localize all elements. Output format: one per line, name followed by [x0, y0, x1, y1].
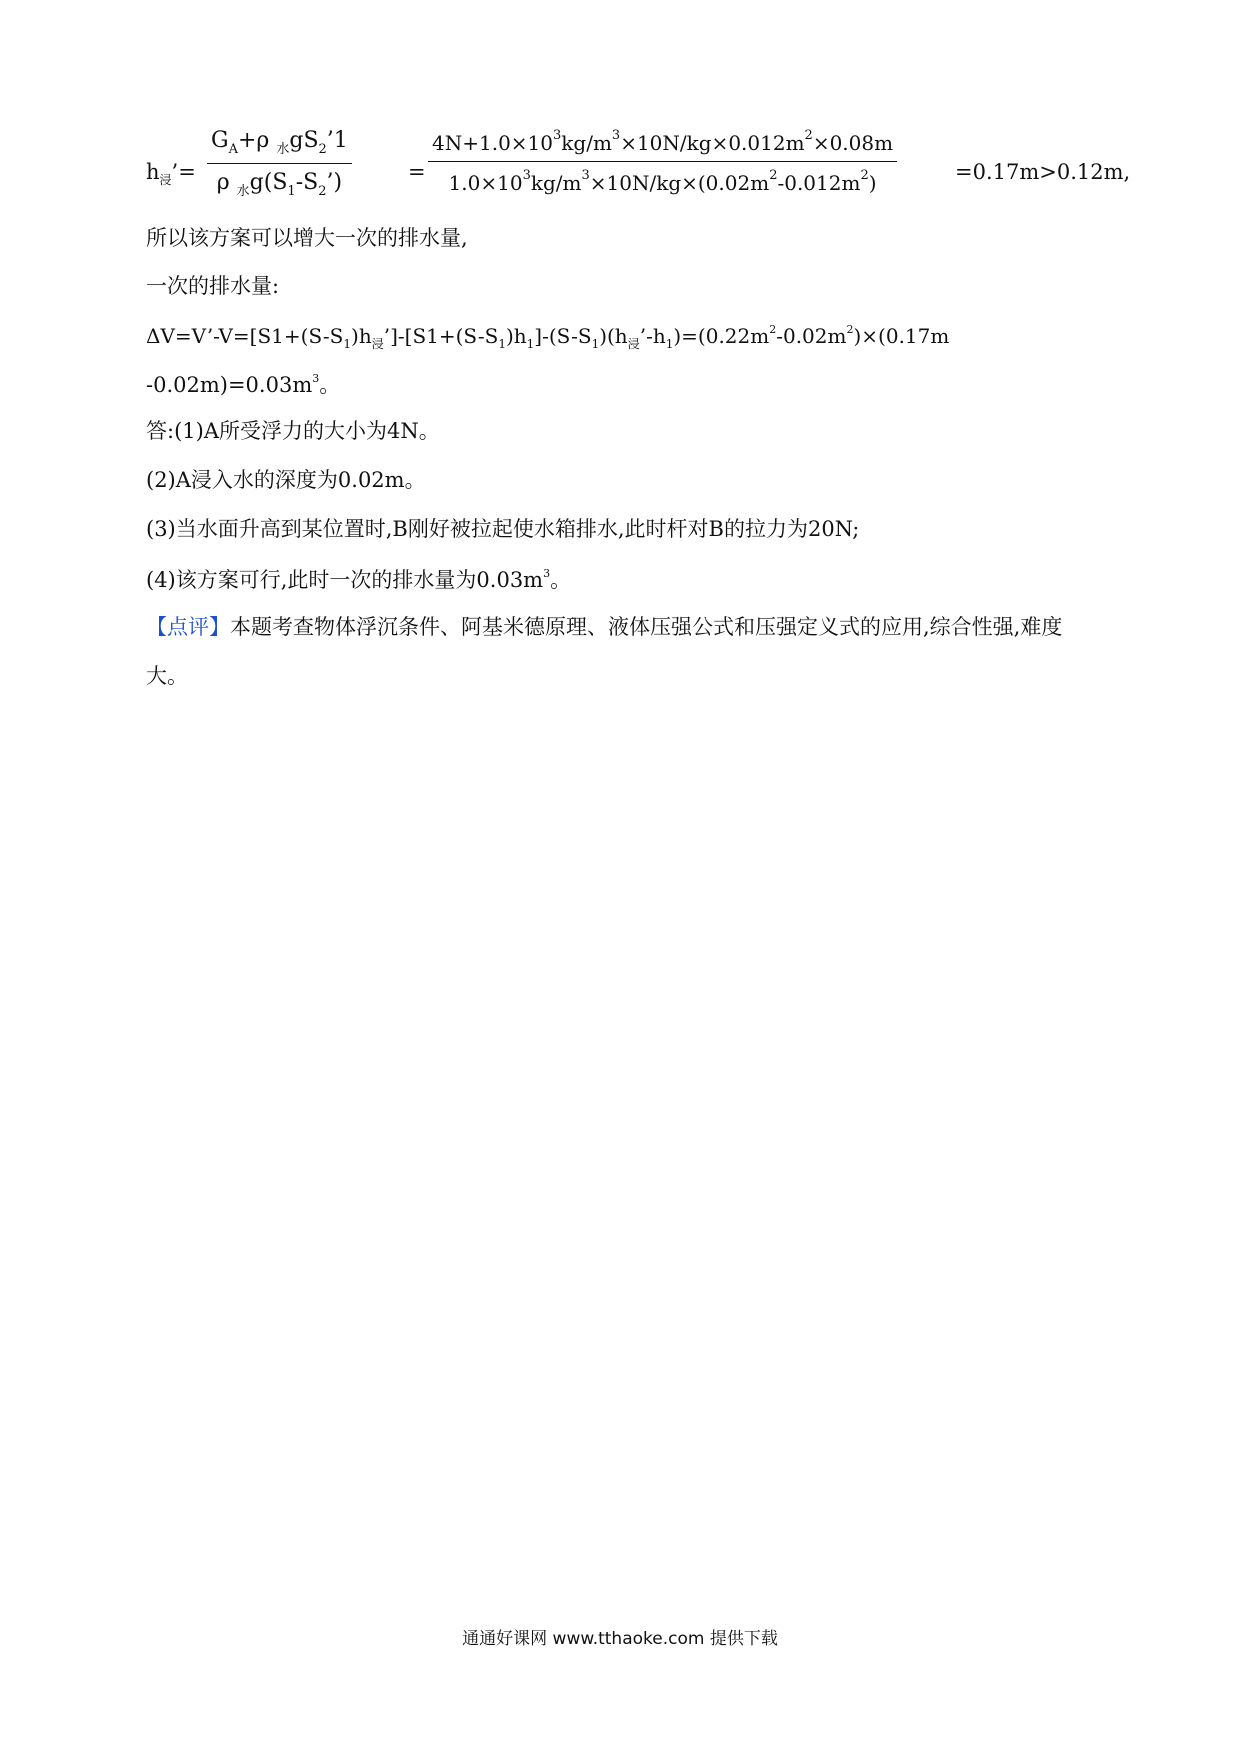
answer-2: (2)A浸入水的深度为0.02m。: [146, 468, 426, 492]
text-line-delta-v: $\Delta V=V’-V=[S1+(S-S_1)h_浸’]-[S1+(S-S_1)h_1]-(S-S_1)(h_浸’-h_1)=(0.22m^2-0.02m^2)\times(0.17m$: [146, 323, 950, 351]
fraction-numeric-numerator: $4N+1.0\times 10^3kg/m^3\times 10N/kg\times 0.012m^2\times 0.08m$: [432, 128, 894, 155]
text-line-conclusion: 所以该方案可以增大一次的排水量,: [146, 226, 468, 250]
answer-1: 答:(1)A所受浮力的大小为4N。: [146, 419, 440, 443]
footer-source: 通通好课网 www.tthaoke.com 提供下载: [462, 1629, 778, 1649]
fraction-numeric-denominator: $1.0\times 10^3kg/m^3\times 10N/kg\times(0.02m^2-0.012m^2)$: [448, 168, 877, 195]
text-line-volume-heading: 一次的排水量:: [146, 274, 280, 298]
formula-result: =0.17m>0.12m,: [955, 160, 1131, 184]
answer-3: (3)当水面升高到某位置时,B刚好被拉起使水箱排水,此时杆对B的拉力为20N;: [146, 517, 860, 541]
formula-equals: =: [408, 160, 426, 184]
fraction-symbolic-denominator: ρ $_水g(S_1-S_2’)$: [216, 170, 343, 199]
fraction-symbolic-numerator: $G_A+\rho$ $_水gS_2’1$: [211, 128, 348, 157]
comment-line-cont: 大。: [146, 664, 188, 688]
formula-lhs: $h_浸’=$: [146, 160, 196, 187]
fraction-numeric: [428, 128, 897, 195]
comment-tag: 【点评】: [146, 615, 230, 639]
comment-line: 【点评】本题考查物体浮沉条件、阿基米德原理、液体压强公式和压强定义式的应用,综合性强,难度: [146, 615, 1063, 639]
fraction-symbolic: [207, 128, 352, 199]
answer-4: (4)该方案可行,此时一次的排水量为$0.03m^3$。: [146, 567, 572, 592]
text-line-delta-v-cont: $-0.02m)=0.03m^3$。: [146, 372, 341, 397]
